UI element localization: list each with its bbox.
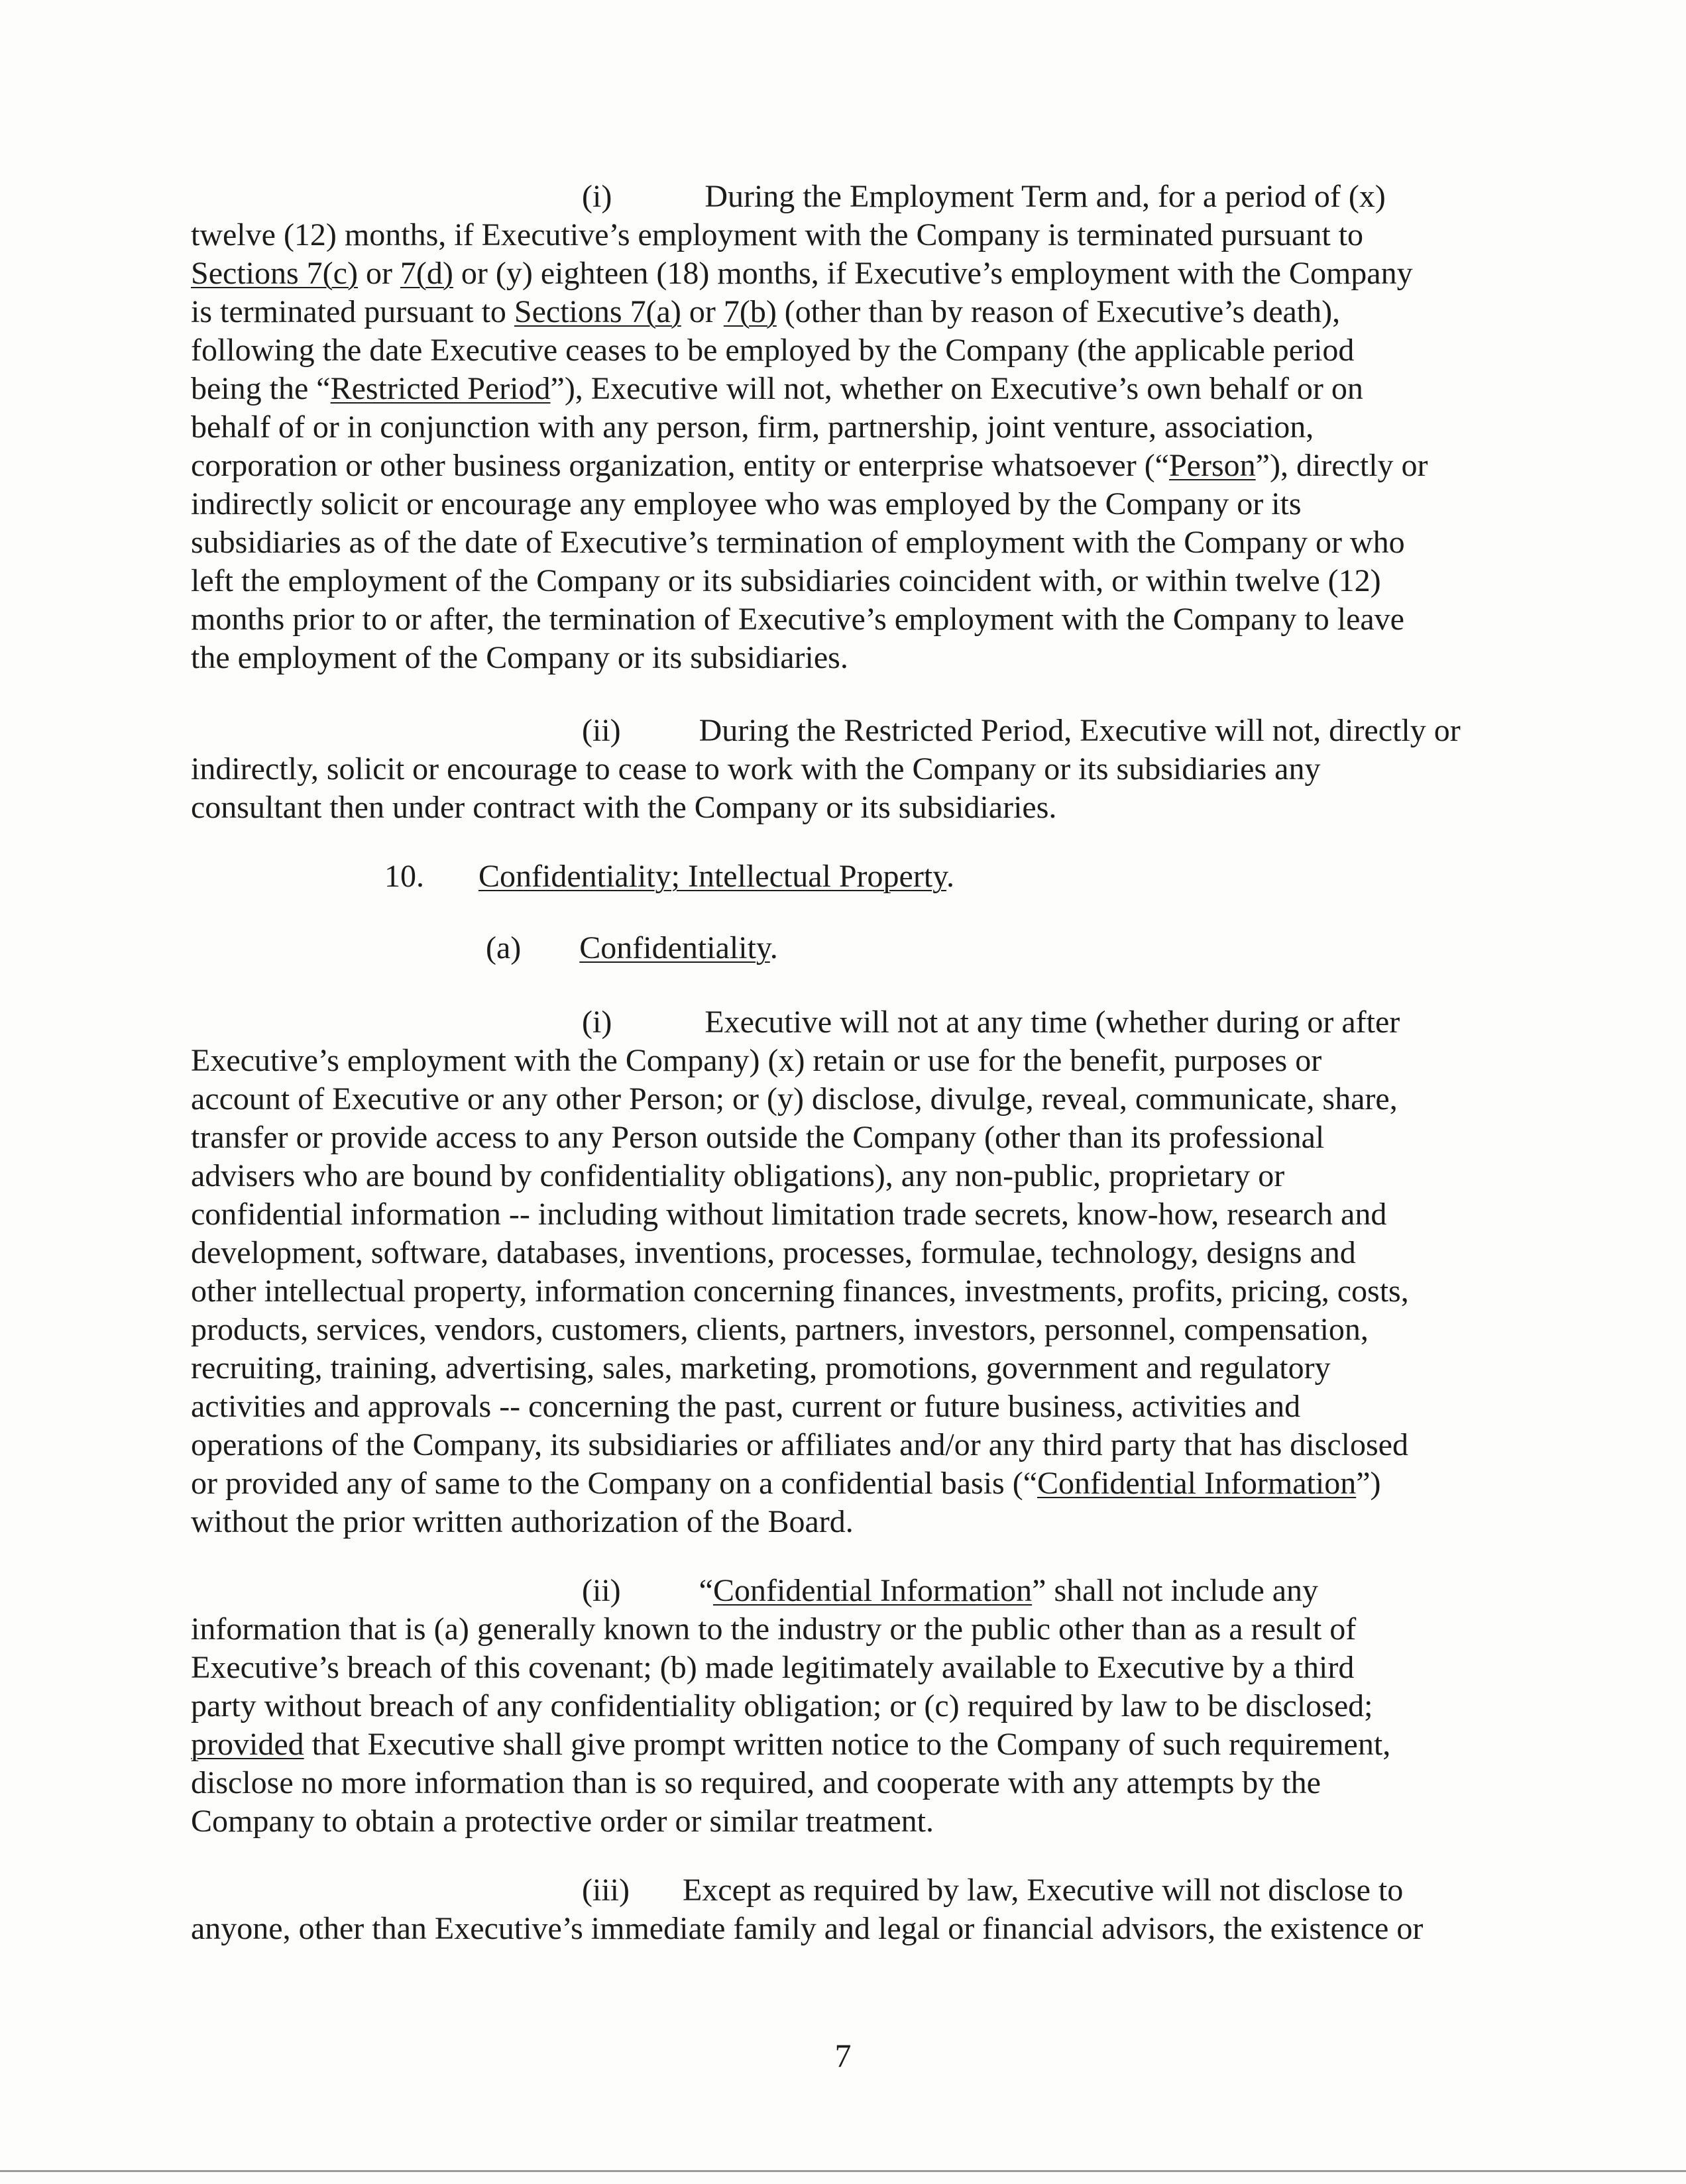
text-run: Executive’s breach of this covenant; (b) made legitimately available to Executive by a third <box>191 1650 1355 1685</box>
text-run: subsidiaries as of the date of Executive’s termination of employment with the Company or who <box>191 525 1405 560</box>
text-run: activities and approvals -- concerning the past, current or future business, activities and <box>191 1389 1301 1424</box>
underlined-term: 7(b) <box>723 294 777 329</box>
underlined-term: 7(d) <box>400 256 453 291</box>
text-line <box>582 712 1461 750</box>
text-run: disclose no more information than is so required, and cooperate with any attempts by the <box>191 1765 1321 1800</box>
text-run: Except as required by law, Executive will not disclose to <box>682 1873 1404 1908</box>
text-line <box>191 1687 1373 1725</box>
text-line <box>191 485 1302 523</box>
text-run: or <box>681 294 724 329</box>
text-run: party without breach of any confidentiality obligation; or (c) required by law to be disclosed; <box>191 1688 1373 1723</box>
text-line <box>191 1157 1284 1195</box>
text-run: or <box>357 256 400 291</box>
text-line <box>582 178 1386 216</box>
text-run: account of Executive or any other Person; or (y) disclose, divulge, reveal, communicate, share, <box>191 1081 1398 1117</box>
text-line <box>191 1802 934 1841</box>
text-run: information that is (a) generally known to the industry or the public other than as a result of <box>191 1611 1357 1647</box>
text-line <box>191 1349 1331 1388</box>
text-line <box>191 562 1381 600</box>
text-run: left the employment of the Company or its subsidiaries coincident with, or within twelve (12) <box>191 563 1381 598</box>
text-run: indirectly, solicit or encourage to cease to work with the Company or its subsidiaries any <box>191 751 1321 787</box>
text-run: During the Employment Term and, for a period of (x) <box>704 179 1386 214</box>
text-run: “ <box>699 1573 713 1608</box>
text-run: confidential information -- including without limitation trade secrets, know-how, research and <box>191 1197 1387 1232</box>
text-run: ” shall not include any <box>1032 1573 1319 1608</box>
text-run: or provided any of same to the Company on a confidential basis (“ <box>191 1466 1037 1501</box>
underlined-term: Confidentiality <box>579 930 770 965</box>
text-line <box>191 408 1314 447</box>
text-run: corporation or other business organization, entity or enterprise whatsoever (“ <box>191 448 1169 483</box>
text-run: (i) <box>582 1005 612 1040</box>
text-line <box>191 1311 1369 1349</box>
page-number: 7 <box>834 2037 852 2074</box>
underlined-term: Sections 7(a) <box>514 294 681 329</box>
text-run: (ii) <box>582 1573 621 1608</box>
underlined-term: provided <box>191 1727 304 1762</box>
text-line <box>191 1725 1390 1764</box>
text-run: indirectly solicit or encourage any employee who was employed by the Company or its <box>191 486 1302 521</box>
text-run: anyone, other than Executive’s immediate family and legal or financial advisors, the existence or <box>191 1911 1424 1946</box>
text-run: ”) <box>1356 1466 1381 1501</box>
text-line <box>582 1572 1318 1610</box>
text-line <box>191 1195 1386 1234</box>
text-line <box>191 1649 1354 1687</box>
text-run: twelve (12) months, if Executive’s employment with the Company is terminated pursuant to <box>191 217 1363 252</box>
text-line <box>191 1119 1324 1157</box>
underlined-term: Confidential Information <box>1037 1466 1357 1501</box>
text-run: (i) <box>582 179 612 214</box>
text-line <box>582 1003 1400 1042</box>
underlined-term: Confidential Information <box>712 1573 1033 1608</box>
text-run: (other than by reason of Executive’s death), <box>776 294 1341 329</box>
text-line <box>191 639 848 677</box>
text-line <box>191 216 1363 254</box>
text-run: Executive’s employment with the Company) (x) retain or use for the benefit, purposes or <box>191 1043 1322 1078</box>
text-run: consultant then under contract with the Company or its subsidiaries. <box>191 790 1057 825</box>
text-line <box>486 929 778 967</box>
text-run: following the date Executive ceases to be employed by the Company (the applicable period <box>191 333 1355 368</box>
text-line <box>191 1426 1408 1464</box>
text-line <box>191 1464 1381 1503</box>
text-run: ”), Executive will not, whether on Executive’s own behalf or on <box>550 371 1363 406</box>
text-line <box>191 254 1413 293</box>
text-line <box>191 1910 1423 1948</box>
text-run: transfer or provide access to any Person outside the Company (other than its professional <box>191 1120 1325 1155</box>
text-run: (ii) <box>582 713 621 748</box>
text-line <box>191 1503 854 1541</box>
text-line <box>191 1042 1321 1080</box>
text-line <box>191 750 1320 789</box>
underlined-term: Confidentiality; Intellectual Property <box>478 859 947 894</box>
underlined-term: Person <box>1168 448 1256 483</box>
text-line <box>191 293 1340 331</box>
underlined-term: Restricted Period <box>330 371 551 406</box>
text-run: development, software, databases, inventions, processes, formulae, technology, designs and <box>191 1235 1356 1270</box>
text-run: other intellectual property, information concerning finances, investments, profits, pricing, costs, <box>191 1274 1409 1309</box>
text-run: ”), directly or <box>1255 448 1428 483</box>
text-line <box>191 1610 1356 1649</box>
scan-edge-line <box>0 2170 1686 2172</box>
text-run: Executive will not at any time (whether during or after <box>704 1005 1400 1040</box>
text-run: (iii) <box>582 1873 630 1908</box>
text-line <box>191 600 1404 639</box>
text-run: products, services, vendors, customers, clients, partners, investors, personnel, compensation, <box>191 1312 1369 1347</box>
text-line <box>191 1080 1398 1119</box>
text-line <box>191 1272 1409 1311</box>
text-run: Company to obtain a protective order or similar treatment. <box>191 1804 934 1839</box>
text-run: the employment of the Company or its subsidiaries. <box>191 640 848 675</box>
text-line <box>582 1871 1403 1910</box>
text-run: that Executive shall give prompt written notice to the Company of such requirement, <box>304 1727 1391 1762</box>
text-line <box>191 331 1354 370</box>
text-run: (a) <box>486 930 522 965</box>
text-run: being the “ <box>191 371 331 406</box>
underlined-term: Sections 7(c) <box>191 256 358 291</box>
text-line <box>191 1764 1321 1802</box>
text-line <box>384 857 954 896</box>
text-line <box>191 1388 1300 1426</box>
text-run: recruiting, training, advertising, sales, marketing, promotions, government and regulatory <box>191 1350 1331 1386</box>
text-line <box>191 370 1363 408</box>
text-line <box>191 789 1056 827</box>
text-run: is terminated pursuant to <box>191 294 514 329</box>
text-line <box>191 447 1428 485</box>
text-line <box>191 1234 1356 1272</box>
text-run: . <box>946 859 955 894</box>
text-run: During the Restricted Period, Executive will not, directly or <box>699 713 1461 748</box>
text-run: months prior to or after, the termination of Executive’s employment with the Company to leave <box>191 602 1404 637</box>
text-run: 10. <box>384 859 424 894</box>
text-run: behalf of or in conjunction with any person, firm, partnership, joint venture, association, <box>191 410 1314 445</box>
text-run: advisers who are bound by confidentiality obligations), any non-public, proprietary or <box>191 1158 1285 1193</box>
text-run: . <box>769 930 778 965</box>
text-run: without the prior written authorization of the Board. <box>191 1504 854 1539</box>
text-run: or (y) eighteen (18) months, if Executive’s employment with the Company <box>453 256 1413 291</box>
text-run: operations of the Company, its subsidiaries or affiliates and/or any third party that has disclosed <box>191 1427 1408 1462</box>
text-line <box>191 523 1405 562</box>
